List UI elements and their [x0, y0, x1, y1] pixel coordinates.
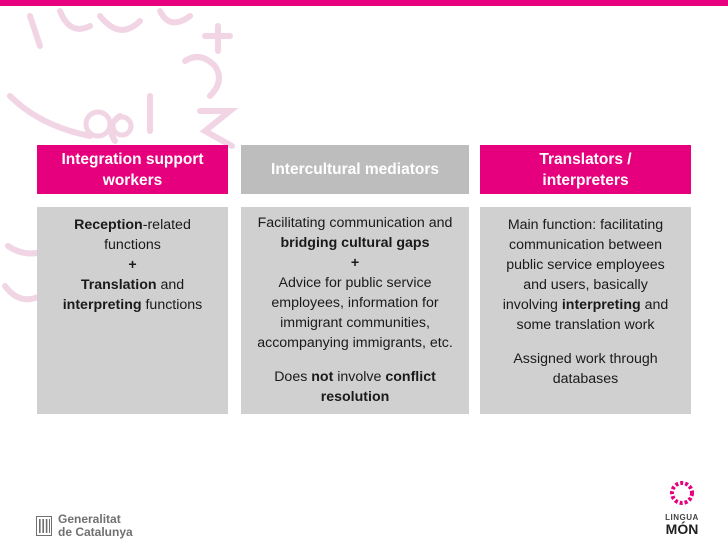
text: and users, basically	[523, 277, 648, 293]
bold-text: interpreting	[561, 297, 641, 313]
body-line	[241, 367, 469, 387]
bold-text: interpreting	[62, 297, 142, 313]
column-3-header	[480, 145, 691, 194]
body-line	[241, 387, 469, 407]
body-line	[241, 333, 469, 353]
text: accompanying immigrants, etc.	[257, 335, 453, 351]
text: Does	[274, 369, 312, 385]
text: Assigned work through	[513, 351, 658, 367]
text: functions	[104, 237, 161, 253]
body-line	[37, 255, 228, 275]
text: Facilitating communication and	[257, 215, 453, 231]
bold-text: +	[350, 255, 360, 271]
column-3-body	[480, 207, 691, 414]
text: some translation work	[516, 317, 655, 333]
body-line	[241, 233, 469, 253]
lingua-mon-ring-icon	[667, 478, 697, 508]
column-1-body	[37, 207, 228, 414]
body-line	[241, 293, 469, 313]
bold-text: +	[128, 257, 137, 273]
body-line	[480, 255, 691, 275]
generalitat-emblem-icon	[36, 516, 52, 536]
body-line	[480, 369, 691, 389]
text: databases	[552, 371, 619, 387]
text: functions	[141, 297, 203, 313]
body-line	[480, 215, 691, 235]
column-1-header	[37, 145, 228, 194]
text: Main function: facilitating	[507, 217, 664, 233]
column-2-body	[241, 207, 469, 414]
paragraph-gap	[241, 353, 469, 367]
lingua-mon-logo	[662, 478, 702, 536]
bold-text: Reception	[74, 217, 143, 233]
generalitat-line-2: de Catalunya	[58, 524, 133, 539]
column-3-header-line-1: Translators /	[539, 150, 632, 168]
column-2-header	[241, 145, 469, 194]
text: communication between	[509, 237, 662, 253]
column-1-header-line-1: Integration support	[61, 150, 204, 168]
body-line	[37, 295, 228, 315]
paragraph-gap	[480, 335, 691, 349]
bold-text: conflict	[385, 369, 436, 385]
body-line	[480, 275, 691, 295]
body-line	[480, 295, 691, 315]
lingua-word: LINGUA	[665, 513, 699, 522]
body-line	[480, 315, 691, 335]
body-line	[37, 215, 228, 235]
generalitat-line-1: Generalitat	[58, 512, 121, 526]
body-line	[37, 235, 228, 255]
text: and	[156, 277, 185, 293]
bold-text: not	[311, 369, 334, 385]
text: employees, information for	[271, 295, 439, 311]
bold-text: resolution	[320, 389, 390, 405]
text: immigrant communities,	[280, 315, 430, 331]
body-line	[241, 273, 469, 293]
text: Advice for public service	[278, 275, 432, 291]
body-line	[241, 253, 469, 273]
bold-text: Translation	[80, 277, 157, 293]
body-line	[241, 213, 469, 233]
column-2-header-line-1: Intercultural mediators	[271, 161, 439, 178]
body-line	[480, 349, 691, 369]
body-line	[480, 235, 691, 255]
body-line	[37, 275, 228, 295]
mon-word: MÓN	[665, 521, 699, 537]
text: involving	[502, 297, 562, 313]
generalitat-logo	[36, 513, 133, 538]
text: public service employees	[506, 257, 665, 273]
column-1-header-line-2: workers	[102, 171, 163, 189]
bold-text: bridging cultural gaps	[280, 235, 430, 251]
text: involve	[333, 369, 386, 385]
column-3-header-line-2: interpreters	[542, 171, 629, 189]
body-line	[241, 313, 469, 333]
text: -related	[142, 217, 191, 233]
text: and	[640, 297, 669, 313]
